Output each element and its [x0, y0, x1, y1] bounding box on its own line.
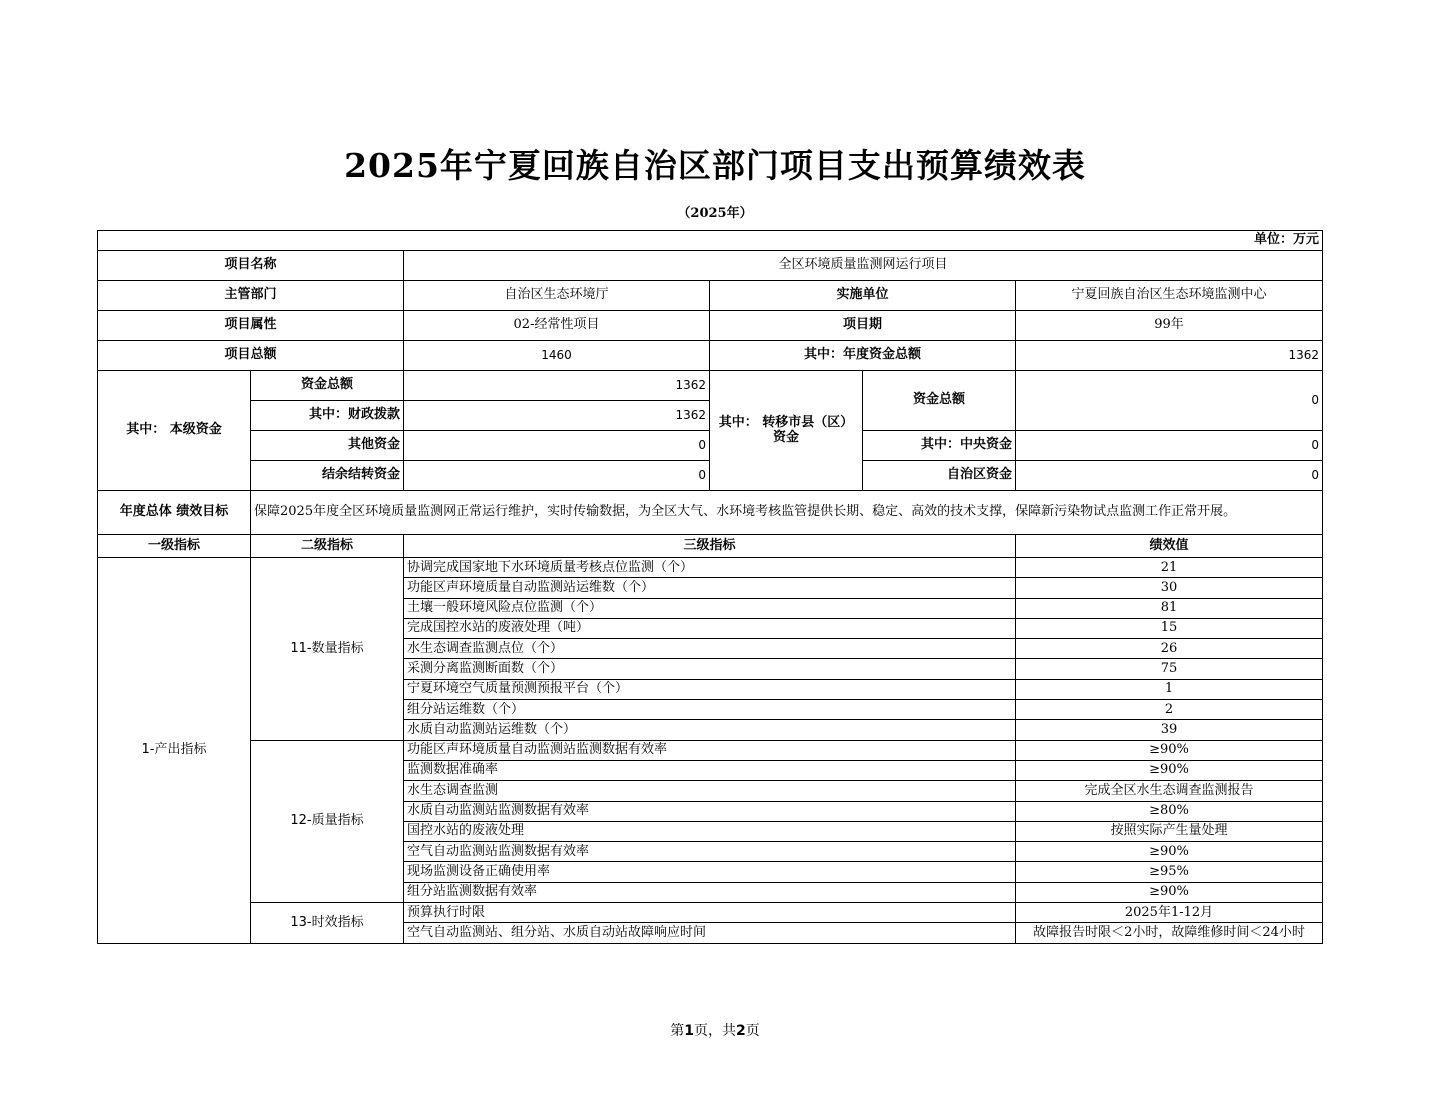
level3-indicator: 监测数据准确率	[404, 760, 1016, 780]
annual-value: 1362	[1016, 341, 1323, 371]
page-subtitle: （2025年）	[677, 206, 753, 221]
dept-label: 主管部门	[98, 281, 404, 311]
performance-value: ≥90%	[1016, 740, 1323, 760]
level3-indicator: 功能区声环境质量自动监测站运维数（个）	[404, 578, 1016, 598]
region-funds-value: 0	[1016, 461, 1323, 491]
level3-indicator: 水生态调查监测	[404, 781, 1016, 801]
level1-indicator: 1-产出指标	[98, 558, 251, 944]
performance-value: 26	[1016, 639, 1323, 659]
level2-indicator: 13-时效指标	[251, 903, 404, 944]
project-name-value: 全区环境质量监测网运行项目	[404, 251, 1323, 281]
other-funds-label: 其他资金	[251, 431, 404, 461]
performance-value: ≥90%	[1016, 760, 1323, 780]
attr-label: 项目属性	[98, 311, 404, 341]
level3-indicator: 水生态调查监测点位（个）	[404, 639, 1016, 659]
total-label: 项目总额	[98, 341, 404, 371]
region-funds-label: 自治区资金	[863, 461, 1016, 491]
performance-value: 39	[1016, 720, 1323, 740]
level3-indicator: 土壤一般环境风险点位监测（个）	[404, 598, 1016, 618]
performance-value: 故障报告时限＜2小时，故障维修时间＜24小时	[1016, 923, 1323, 943]
impl-label: 实施单位	[710, 281, 1016, 311]
level3-indicator: 采测分离监测断面数（个）	[404, 659, 1016, 679]
project-name-label: 项目名称	[98, 251, 404, 281]
performance-value: 81	[1016, 598, 1323, 618]
level3-indicator: 组分站监测数据有效率	[404, 882, 1016, 902]
level2-indicator: 12-质量指标	[251, 740, 404, 902]
performance-value: 按照实际产生量处理	[1016, 821, 1323, 841]
period-label: 项目期	[710, 311, 1016, 341]
local-total-label: 资金总额	[251, 371, 404, 401]
central-funds-value: 0	[1016, 431, 1323, 461]
annual-label: 其中：年度资金总额	[710, 341, 1016, 371]
central-funds-label: 其中：中央资金	[863, 431, 1016, 461]
level3-indicator: 水质自动监测站监测数据有效率	[404, 801, 1016, 821]
performance-value: 15	[1016, 618, 1323, 638]
table-row	[98, 740, 1323, 760]
level3-indicator: 空气自动监测站、组分站、水质自动站故障响应时间	[404, 923, 1016, 943]
attr-value: 02-经常性项目	[404, 311, 710, 341]
performance-value: ≥90%	[1016, 842, 1323, 862]
level3-indicator: 空气自动监测站监测数据有效率	[404, 842, 1016, 862]
level3-indicator: 组分站运维数（个）	[404, 700, 1016, 720]
performance-value: 2	[1016, 700, 1323, 720]
fiscal-label: 其中：财政拨款	[251, 401, 404, 431]
performance-value: 30	[1016, 578, 1323, 598]
other-funds-value: 0	[404, 431, 710, 461]
level3-indicator: 协调完成国家地下水环境质量考核点位监测（个）	[404, 558, 1016, 578]
table-row	[98, 558, 1323, 578]
carry-funds-value: 0	[404, 461, 710, 491]
header-level1: 一级指标	[98, 535, 251, 558]
dept-value: 自治区生态环境厅	[404, 281, 710, 311]
local-total-value: 1362	[404, 371, 710, 401]
performance-value: ≥90%	[1016, 882, 1323, 902]
level3-indicator: 功能区声环境质量自动监测站监测数据有效率	[404, 740, 1016, 760]
performance-value: 21	[1016, 558, 1323, 578]
page-title: 2025年宁夏回族自治区部门项目支出预算绩效表	[344, 146, 1086, 185]
table-row	[98, 903, 1323, 923]
level2-indicator: 11-数量指标	[251, 558, 404, 741]
header-value: 绩效值	[1016, 535, 1323, 558]
unit-label: 单位：万元	[98, 231, 1323, 251]
level3-indicator: 完成国控水站的废液处理（吨）	[404, 618, 1016, 638]
impl-value: 宁夏回族自治区生态环境监测中心	[1016, 281, 1323, 311]
level3-indicator: 宁夏环境空气质量预测预报平台（个）	[404, 679, 1016, 699]
performance-value: 完成全区水生态调查监测报告	[1016, 781, 1323, 801]
performance-value: 75	[1016, 659, 1323, 679]
level3-indicator: 国控水站的废液处理	[404, 821, 1016, 841]
level3-indicator: 现场监测设备正确使用率	[404, 862, 1016, 882]
transfer-total-value: 0	[1016, 371, 1323, 431]
performance-value: ≥95%	[1016, 862, 1323, 882]
header-level3: 三级指标	[404, 535, 1016, 558]
level3-indicator: 水质自动监测站运维数（个）	[404, 720, 1016, 740]
page-footer: 第1页，共2页	[670, 1023, 760, 1039]
performance-value: 1	[1016, 679, 1323, 699]
local-funds-label: 其中： 本级资金	[98, 371, 251, 491]
fiscal-value: 1362	[404, 401, 710, 431]
goal-text: 保障2025年度全区环境质量监测网正常运行维护，实时传输数据，为全区大气、水环境考核监管提供长期、稳定、高效的技术支撑，保障新污染物试点监测工作正常开展。	[251, 491, 1323, 535]
transfer-funds-label: 其中： 转移市县（区）资金	[710, 371, 863, 491]
budget-performance-table	[97, 230, 1323, 944]
performance-value: 2025年1-12月	[1016, 903, 1323, 923]
transfer-total-label: 资金总额	[863, 371, 1016, 431]
performance-value: ≥80%	[1016, 801, 1323, 821]
header-level2: 二级指标	[251, 535, 404, 558]
level3-indicator: 预算执行时限	[404, 903, 1016, 923]
period-value: 99年	[1016, 311, 1323, 341]
goal-label: 年度总体 绩效目标	[98, 491, 251, 535]
carry-funds-label: 结余结转资金	[251, 461, 404, 491]
total-value: 1460	[404, 341, 710, 371]
